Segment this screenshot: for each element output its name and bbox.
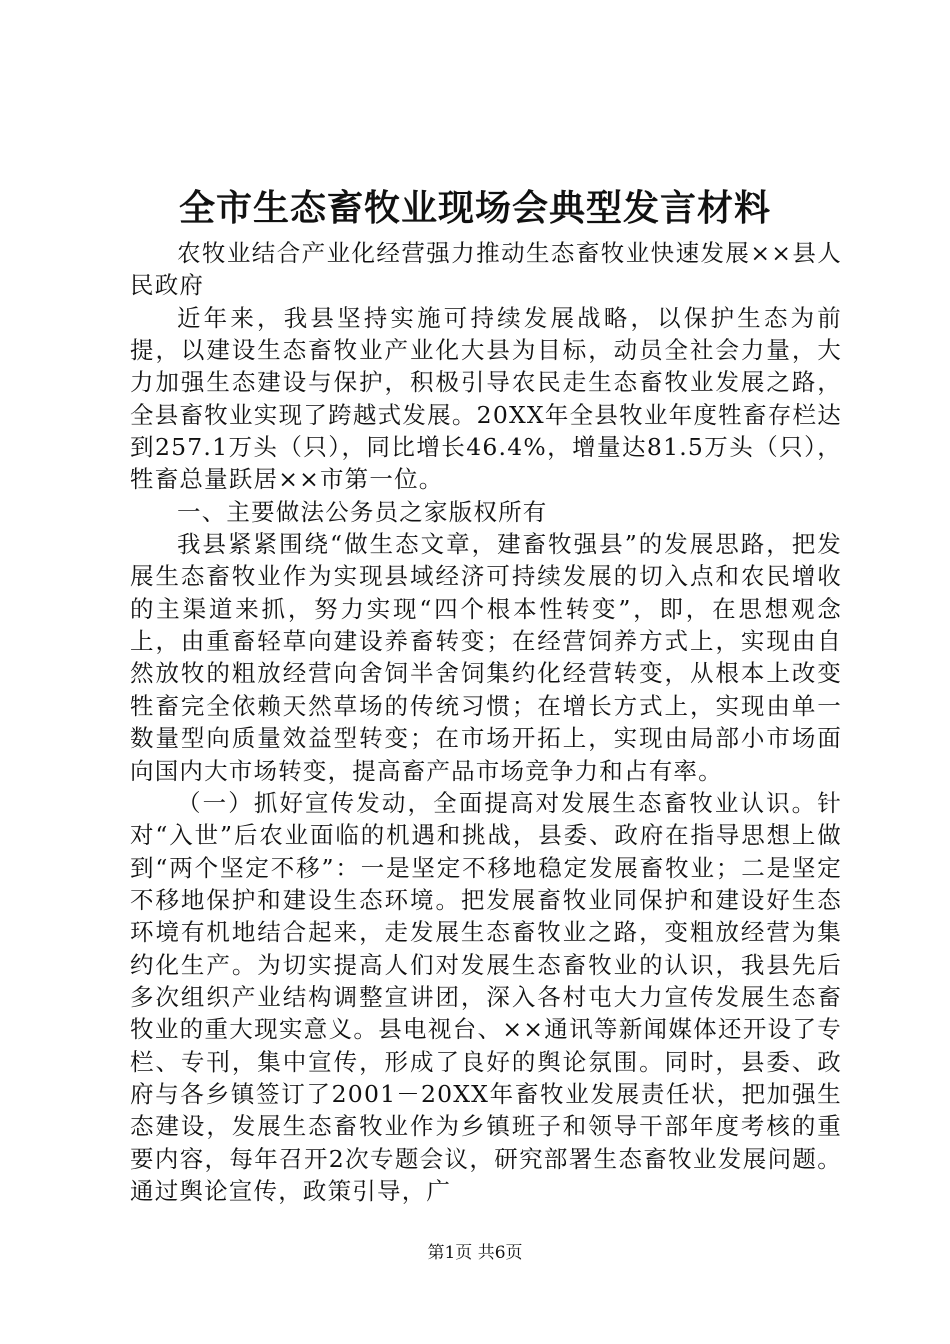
subsection-paragraph: （一）抓好宣传发动，全面提高对发展生态畜牧业认识。针对“入世”后农业面临的机遇和挑战，县委、政府在指导思想上做到“两个坚定不移”：一是坚定不移地稳定发展畜牧业；二是坚定不移地保护和建设生态环境。把发展畜牧业同保护和建设好生态环境有机地结合起来，走发展生态畜牧业之路，变粗放经营为集约化生产。为切实提高人们对发展生态畜牧业的认识，我县先后多次组织产业结构调整宣讲团，深入各村屯大力宣传发展生态畜牧业的重大现实意义。县电视台、××通讯等新闻媒体还开设了专栏、专刊，集中宣传，形成了良好的舆论氛围。同时，县委、政府与各乡镇签订了2001－20XX年畜牧业发展责任状，把加强生态建设，发展生态畜牧业作为乡镇班子和领导干部年度考核的重要内容，每年召开2次专题会议，研究部署生态畜牧业发展问题。通过舆论宣传，政策引导，广 bbox=[130, 788, 842, 1205]
page-footer: 第1页 共6页 bbox=[427, 1243, 523, 1263]
intro-paragraph: 近年来，我县坚持实施可持续发展战略，以保护生态为前提，以建设生态畜牧业产业化大县为目标，动员全社会力量，大力加强生态建设与保护，积极引导农民走生态畜牧业发展之路，全县畜牧业实现了跨越式发展。20XX年全县牧业年度牲畜存栏达到257.1万头（只），同比增长46.4%，增量达81.5万头（只），牲畜总量跃居××市第一位。 bbox=[130, 303, 842, 494]
document-body bbox=[130, 237, 842, 1207]
subtitle-paragraph: 农牧业结合产业化经营强力推动生态畜牧业快速发展××县人民政府 bbox=[130, 239, 842, 300]
approach-paragraph: 我县紧紧围绕“做生态文章，建畜牧强县”的发展思路，把发展生态畜牧业作为实现县域经济可持续发展的切入点和农民增收的主渠道来抓，努力实现“四个根本性转变”，即，在思想观念上，由重畜轻草向建设养畜转变；在经营饲养方式上，实现由自然放牧的粗放经营向舍饲半舍饲集约化经营转变，从根本上改变牲畜完全依赖天然草场的传统习惯；在增长方式上，实现由单一数量型向质量效益型转变；在市场开拓上，实现由局部小市场面向国内大市场转变，提高畜产品市场竞争力和占有率。 bbox=[130, 530, 842, 785]
section-heading: 一、主要做法公务员之家版权所有 bbox=[177, 497, 548, 526]
page-title: 全市生态畜牧业现场会典型发言材料 bbox=[178, 187, 771, 229]
